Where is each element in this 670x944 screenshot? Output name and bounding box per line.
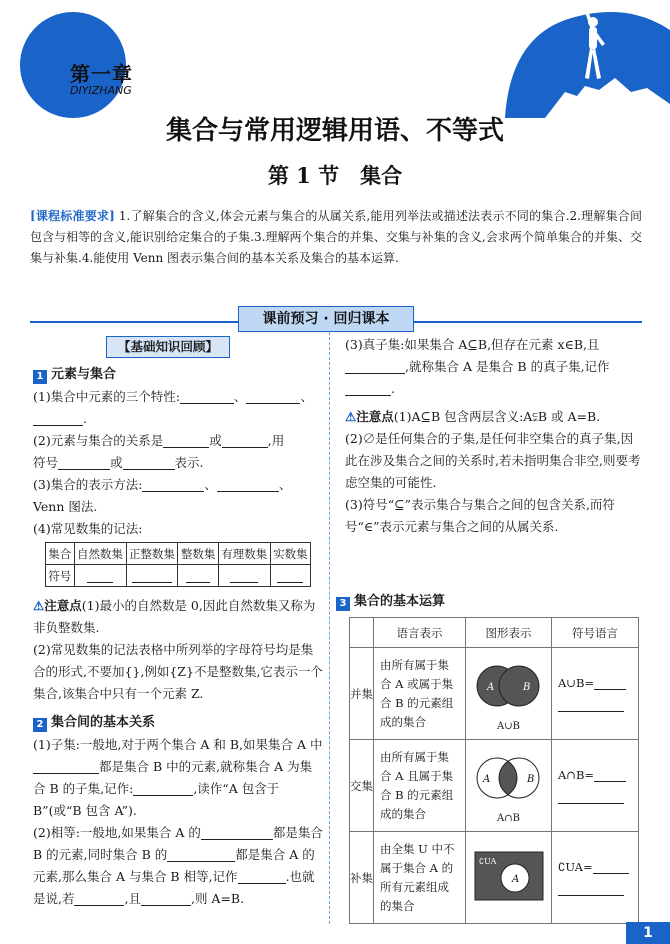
intersection-venn-diagram xyxy=(469,748,549,818)
s2-p2: (2)相等:一般地,如果集合 A 的 都是集合 B 的元素,同时集合 B 的 都是集合 A 的元素,那么集合 A 与集合 B 相等,记作 .也就是说,若 ,且 ,则 A=B. xyxy=(33,825,323,906)
section-banner: 课前预习 · 回归课本 xyxy=(238,306,414,332)
set-operations-table xyxy=(349,617,639,924)
s1-note2: (2)常见数集的记法表格中所列举的字母符号均是集合的形式,不要加{},例如{Z}不是整数集,它表示一个集合,该集合中只有一个元素 Z. xyxy=(33,642,323,701)
section-2 xyxy=(33,712,323,910)
section-3-number: 3 xyxy=(336,597,350,611)
course-requirements xyxy=(30,206,642,269)
right-note3: (3)符号“⊆”表示集合与集合之间的包含关系,而符号“∈”表示元素与集合之间的从属关系. xyxy=(345,497,615,534)
right-note2: (2)∅是任何集合的子集,是任何非空集合的真子集,因此在涉及集合之间的关系时,若未指明集合非空,则要考虑空集的可能性. xyxy=(345,431,641,490)
table-row: 交集 由所有属于集合 A 且属于集合 B 的元素组成的集合 A B A∩B A∩B= xyxy=(350,740,639,832)
main-title: 集合与常用逻辑用语、不等式 xyxy=(165,116,504,146)
mountain-climber-illustration xyxy=(505,0,670,118)
table-row: 符号 xyxy=(46,565,311,587)
s2-p3: (3)真子集:如果集合 A⊆B,但存在元素 x∈B,且,就称集合 A 是集合 B 的真子集,记作. xyxy=(345,337,610,396)
chapter-label: 第一章 xyxy=(70,62,133,86)
complement-venn-diagram xyxy=(469,846,549,906)
svg-text:∁UA: ∁UA xyxy=(478,857,496,866)
column-divider xyxy=(329,332,330,924)
s1-p4: (4)常见数集的记法: xyxy=(33,521,143,536)
chapter-pinyin: DIYIZHANG xyxy=(70,84,132,97)
table-row: 补集 由全集 U 中不属于集合 A 的所有元素组成的集合 ∁UA A ∁UA= xyxy=(350,832,639,924)
table-row: 并集 由所有属于集合 A 或属于集合 B 的元素组成的集合 A B A∪B A∪B= xyxy=(350,648,639,740)
right-note1: ⚠注意点(1)A⊆B 包含两层含义:A⫋B 或 A=B. xyxy=(345,409,601,424)
s1-p1: (1)集合中元素的三个特性: 、 、 xyxy=(33,389,313,404)
requirements-text: 1.了解集合的含义,体会元素与集合的从属关系,能用列举法或描述法表示不同的集合.2.理解集合间包含与相等的含义,能识别给定集合的子集.3.理解两个集合的并集、交集与补集的含义,会求两个简单集合的并集、交集与补集.4.能使用 Venn 图表示集合间的基本关系及集合的基本运算. xyxy=(30,209,642,265)
right-column xyxy=(345,334,641,538)
page-number: 1 xyxy=(626,922,670,944)
svg-text:A: A xyxy=(486,681,494,693)
section-2-heading xyxy=(33,712,323,734)
s1-p2-cont: 符号 或 表示. xyxy=(33,455,204,470)
s1-p1-cont: . xyxy=(33,408,323,430)
s2-p1: (1)子集:一般地,对于两个集合 A 和 B,如果集合 A 中都是集合 B 中的元素,就称集合 A 为集合 B 的子集,记作: ,读作“A 包含于 B”(或“B 包含 A”). xyxy=(33,737,323,818)
section-2-number: 2 xyxy=(33,718,47,732)
requirements-label: [课程标准要求] xyxy=(30,209,115,223)
s1-p2: (2)元素与集合的关系是 或 ,用 xyxy=(33,433,285,448)
s1-p3: (3)集合的表示方法: 、 、 xyxy=(33,477,292,492)
s1-note1: ⚠注意点(1)最小的自然数是 0,因此自然数集又称为非负整数集. xyxy=(33,598,316,635)
number-sets-table xyxy=(45,542,311,587)
table-row: 集合 自然数集 正整数集 整数集 有理数集 实数集 xyxy=(46,543,311,565)
section-2-title: 集合间的基本关系 xyxy=(51,715,156,730)
section-3-title: 集合的基本运算 xyxy=(354,594,446,609)
union-venn-diagram xyxy=(469,656,549,726)
svg-text:B: B xyxy=(522,681,530,693)
warning-icon: ⚠ xyxy=(33,598,45,613)
table-row: 语言表示 图形表示 符号语言 xyxy=(350,618,639,648)
section-1 xyxy=(33,364,323,540)
section-1-heading xyxy=(33,364,323,386)
basic-knowledge-box: 【基础知识回顾】 xyxy=(106,336,230,358)
section-title: 第 1 节 集合 xyxy=(267,163,403,188)
section-3-heading xyxy=(336,590,445,611)
svg-text:A: A xyxy=(482,773,490,785)
s1-p3-cont: Venn 图法. xyxy=(33,499,98,514)
section-1-number: 1 xyxy=(33,370,47,384)
section-1-title: 元素与集合 xyxy=(51,367,117,382)
svg-text:B: B xyxy=(526,773,534,785)
svg-text:A: A xyxy=(511,874,519,885)
s1-notes xyxy=(33,595,323,705)
warning-icon: ⚠ xyxy=(345,409,357,424)
